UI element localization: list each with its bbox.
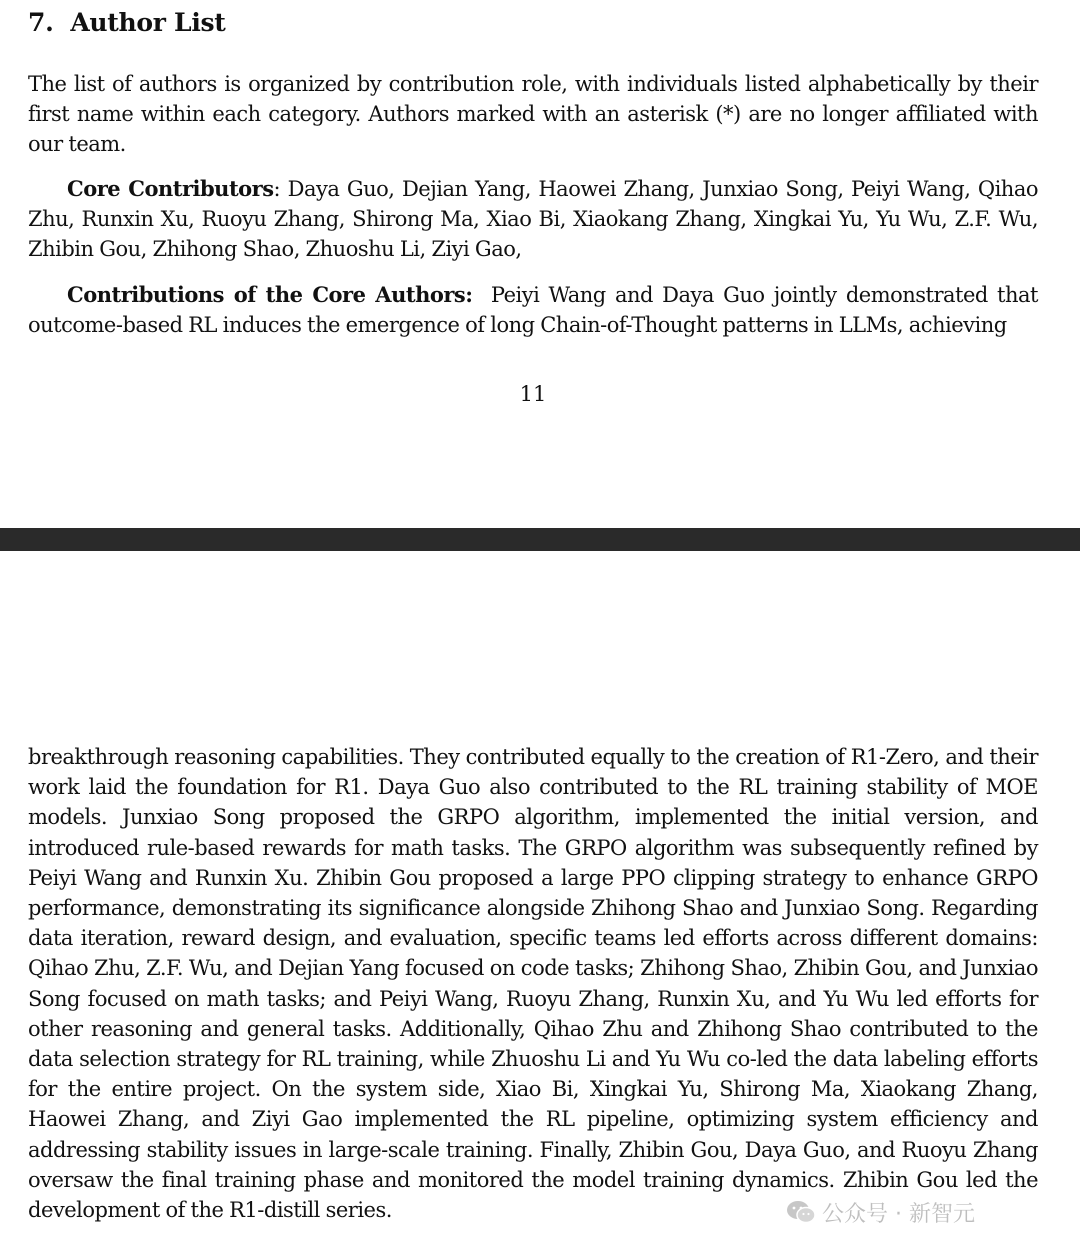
intro-paragraph: The list of authors is organized by contribution role, with individuals listed alphabetically by their first name within each category. Authors marked with an asterisk (*) are no longer affiliated with our team. <box>28 72 1038 157</box>
contributions-label: Contributions of the Core Authors: <box>67 282 473 307</box>
watermark <box>786 1194 975 1230</box>
contributions-continued-paragraph: breakthrough reasoning capabilities. They contributed equally to the creation of R1-Zero, and their work laid the foundation for R1. Daya Guo also contributed to the RL training stability of MOE models. Junxiao Song proposed the GRPO algorithm, implemented the initial version, and introduced rule-based rewards for math tasks. The GRPO algorithm was subsequently refined by Peiyi Wang and Runxin Xu. Zhibin Gou proposed a large PPO clipping strategy to enhance GRPO performance, demonstrating its significance alongside Zhihong Shao and Junxiao Song. Regarding data iteration, reward design, and evaluation, specific teams led efforts across different domains: Qihao Zhu, Z.F. Wu, and Dejian Yang focused on code tasks; Zhihong Shao, Zhibin Gou, and Junxiao Song focused on math tasks; and Peiyi Wang, Ruoyu Zhang, Runxin Xu, and Yu Wu led efforts for other reasoning and general tasks. Additionally, Qihao Zhu and Zhihong Shao contributed to the data selection strategy for RL training, while Zhuoshu Li and Yu Wu co-led the data labeling efforts for the entire project. On the system side, Xiao Bi, Xingkai Yu, Shirong Ma, Xiaokang Zhang, Haowei Zhang, and Ziyi Gao implemented the RL pipeline, optimizing system efficiency and addressing stability issues in large-scale training. Finally, Zhibin Gou, Daya Guo, and Ruoyu Zhang oversaw the final training phase and monitored the model training dynamics. Zhibin Gou led the development of the R1-distill series. <box>28 745 1038 1223</box>
contributions-text-start: Peiyi Wang and Daya Guo jointly demonstrated that outcome-based RL induces the emergence of long Chain-of-Thought patterns in LLMs, achieving <box>28 283 1038 338</box>
wechat-icon <box>786 1199 816 1225</box>
page-number: 11 <box>519 382 547 406</box>
section-heading <box>28 8 226 37</box>
document-page-top <box>0 0 1080 528</box>
document-page-bottom <box>0 551 1080 1255</box>
watermark-text: 公众号 · 新智元 <box>822 1201 975 1227</box>
core-contributors-names: Daya Guo, Dejian Yang, Haowei Zhang, Junxiao Song, Peiyi Wang, Qihao Zhu, Runxin Xu, Ruoyu Zhang, Shirong Ma, Xiao Bi, Xiaokang Zhang, Xingkai Yu, Yu Wu, Z.F. Wu, Zhibin Gou, Zhihong Shao, Zhuoshu Li, Ziyi Gao, <box>28 177 1038 262</box>
section-number: 7. <box>28 8 54 37</box>
core-contributors-label: Core Contributors <box>67 176 274 201</box>
core-contributors-paragraph <box>28 174 1038 265</box>
section-title: Author List <box>70 8 226 37</box>
contributions-paragraph <box>28 280 1038 340</box>
page-divider <box>0 528 1080 551</box>
core-contributors-separator: : <box>273 177 281 201</box>
